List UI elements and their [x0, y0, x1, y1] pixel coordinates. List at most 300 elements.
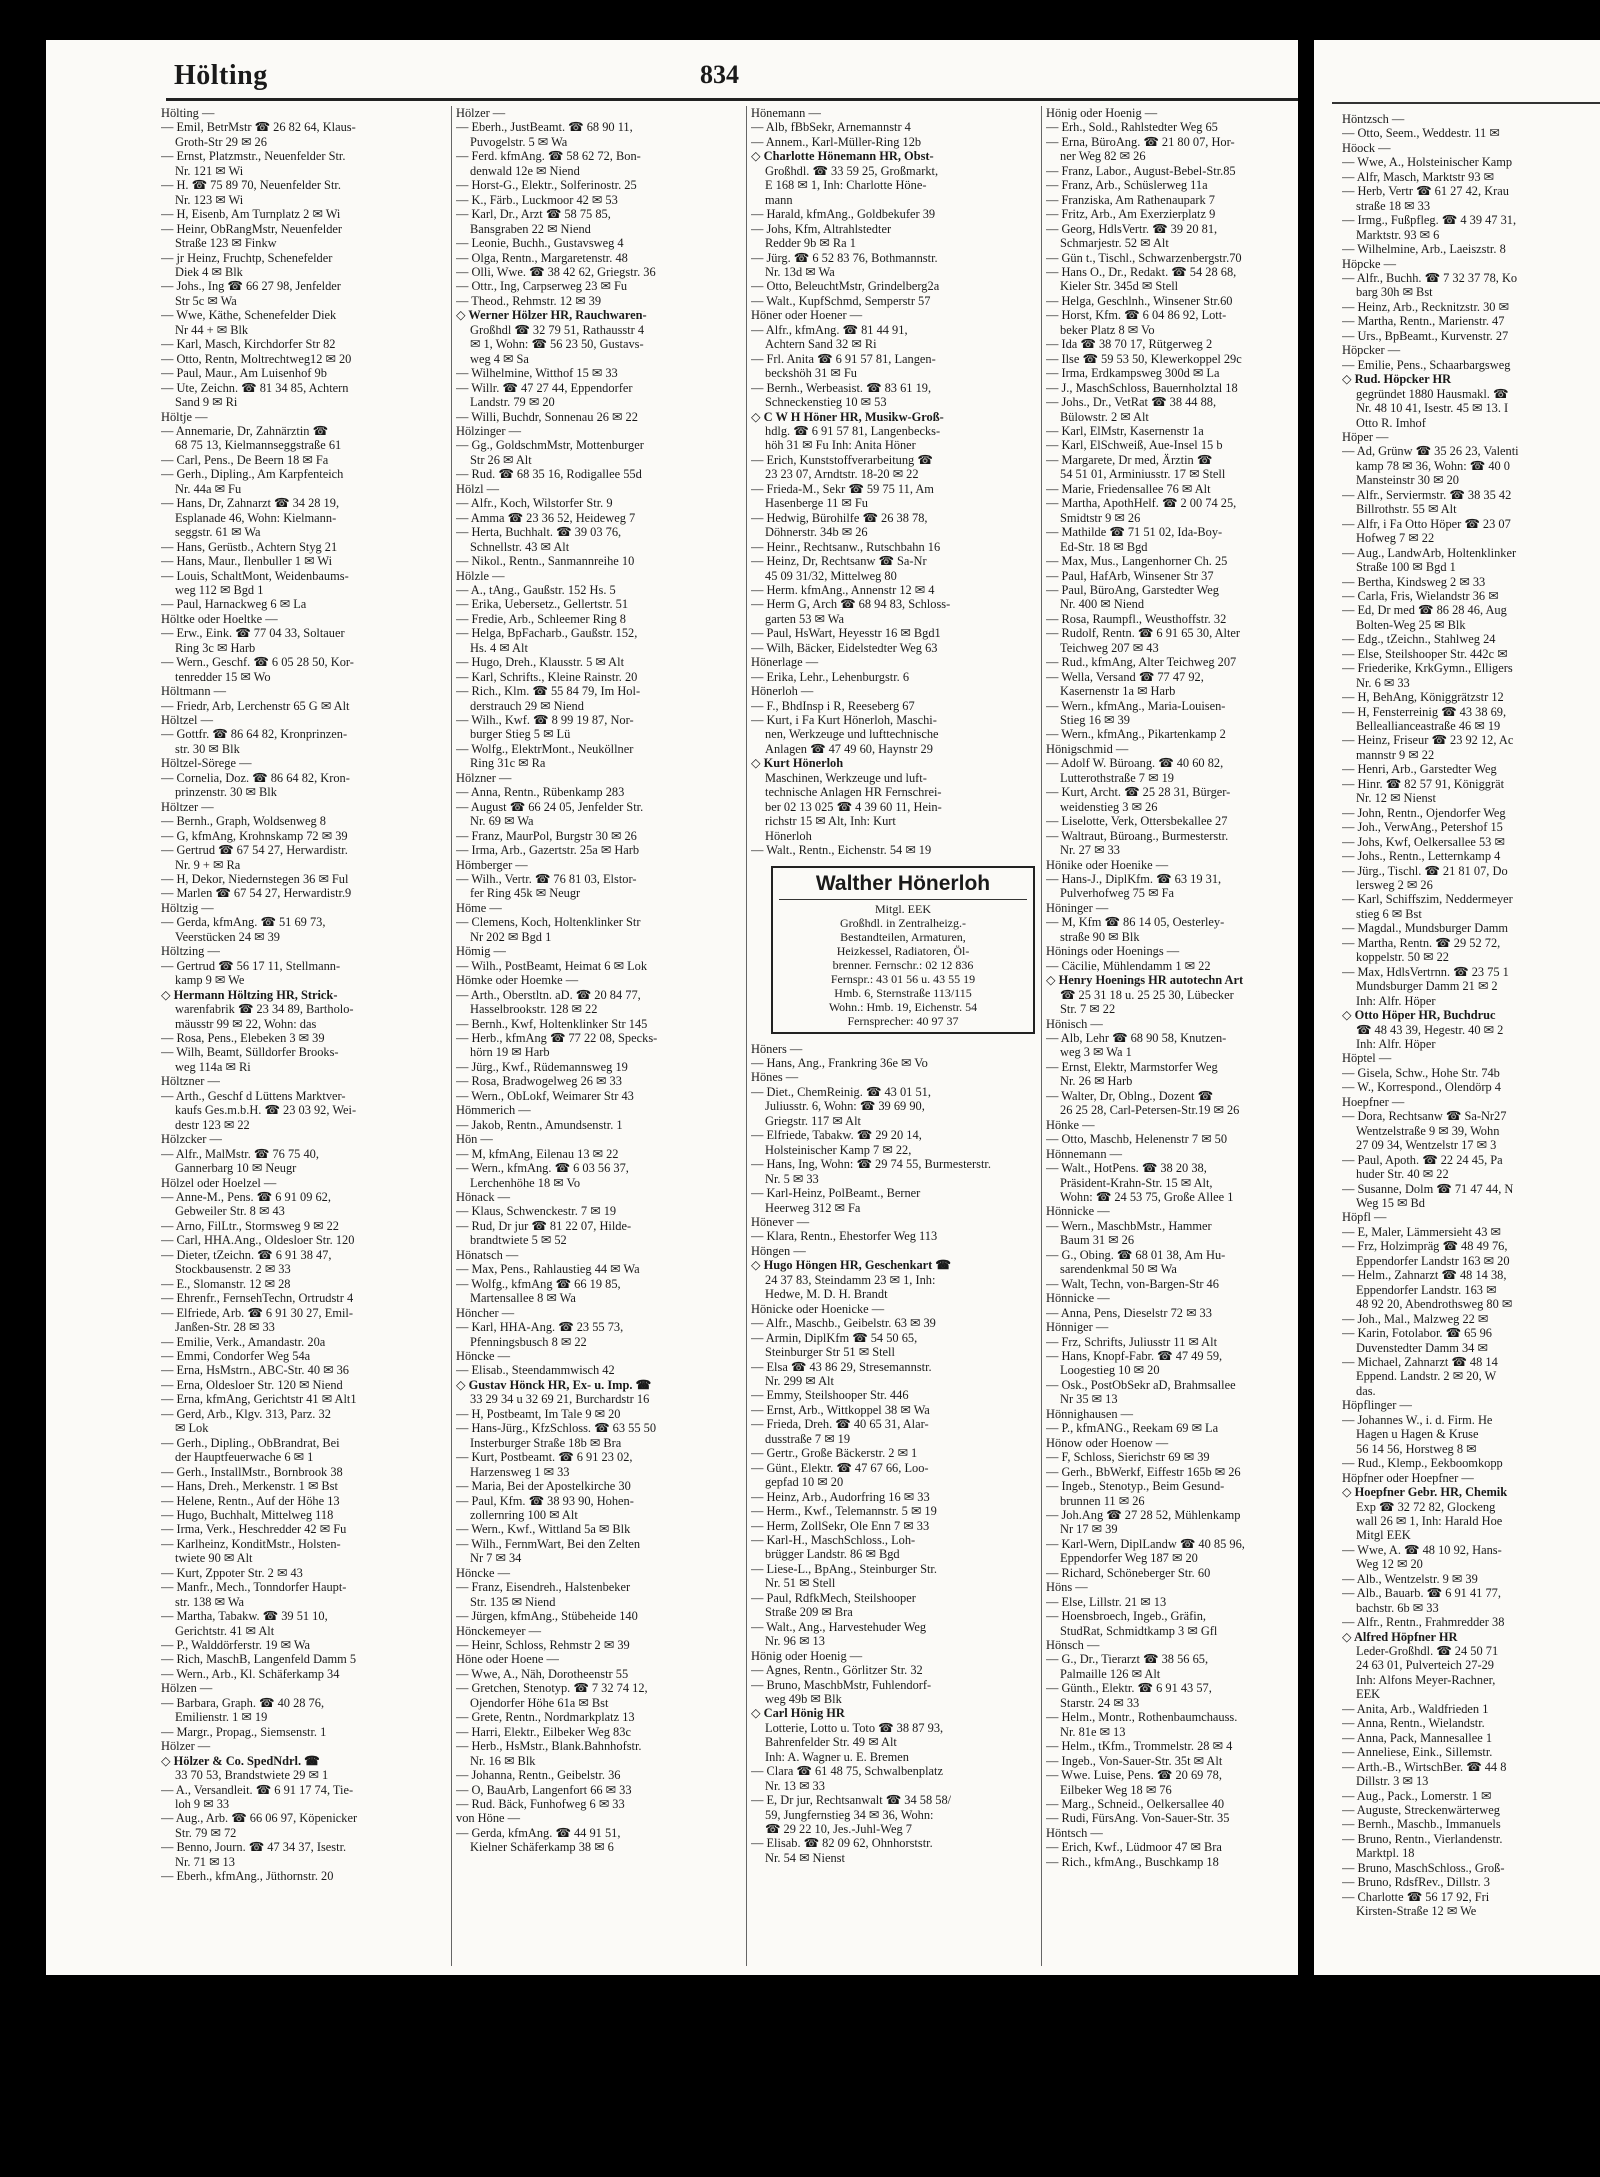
- directory-entry-line: Puvogelstr. 5 ✉ Wa: [470, 134, 568, 149]
- directory-entry-line: — Else, Lillstr. 21 ✉ 13: [1046, 1594, 1167, 1609]
- directory-entry-line: — Helene, Rentn., Auf der Höhe 13: [161, 1493, 340, 1508]
- directory-entry-line: — Hans, Knopf-Fabr. ☎ 47 49 59,: [1046, 1348, 1223, 1363]
- directory-entry-line: — Johs, Kfm, Altrahlstedter: [751, 221, 892, 236]
- directory-entry-line: Otto R. Imhof: [1356, 415, 1426, 430]
- surname-heading: Hölzel oder Hoelzel —: [161, 1175, 277, 1190]
- surname-heading: Höptel —: [1342, 1051, 1392, 1066]
- directory-entry-line: — Gerd, Arb., Klgv. 313, Parz. 32: [161, 1406, 331, 1421]
- directory-entry-line: — Armin, DiplKfm ☎ 54 50 65,: [751, 1330, 918, 1345]
- directory-entry-line: Str 5c ✉ Wa: [175, 293, 237, 308]
- directory-entry-line: — Johs., Rentn., Letternkamp 4: [1342, 849, 1501, 864]
- directory-entry-line: — Kurt, Postbeamt. ☎ 6 91 23 02,: [456, 1450, 633, 1465]
- directory-entry-line: — Frz, Holzimpräg ☎ 48 49 76,: [1342, 1239, 1508, 1254]
- surname-heading: Hönnemann —: [1046, 1146, 1123, 1161]
- directory-entry-line: Nr. 71 ✉ 13: [175, 1854, 235, 1869]
- column-2: [456, 106, 746, 1971]
- directory-entry-line: 26 25 28, Carl-Petersen-Str.19 ✉ 26: [1060, 1103, 1240, 1118]
- directory-entry-line: Großhdl ☎ 32 79 51, Rathausstr 4: [470, 322, 645, 337]
- directory-entry-line: twiete 90 ✉ Alt: [175, 1551, 253, 1566]
- directory-entry-line: — Ingeb., Von-Sauer-Str. 35t ✉ Alt: [1046, 1753, 1223, 1768]
- directory-entry-line: Nr. 121 ✉ Wi: [175, 163, 244, 178]
- directory-entry-line: — Amma ☎ 23 36 52, Heideweg 7: [456, 510, 636, 525]
- directory-entry-line: — Richard, Schöneberger Str. 60: [1046, 1565, 1211, 1580]
- directory-entry-line: — Karl, HHA-Ang. ☎ 23 55 73,: [456, 1320, 624, 1335]
- directory-entry-line: Nr. 12 ✉ Nienst: [1356, 791, 1436, 806]
- directory-entry-line: — Bruno, RdsfRev., Dillstr. 3: [1342, 1875, 1490, 1890]
- surname-heading: Hölzer —: [456, 106, 506, 120]
- directory-entry-line: — Franz, Arb., Schüslerweg 11a: [1046, 178, 1208, 193]
- directory-entry-line: — Ingeb., Stenotyp., Beim Gesund-: [1046, 1479, 1225, 1494]
- directory-entry-line: Inh: Alfr. Höper: [1356, 993, 1436, 1008]
- surname-heading: Höntzsch —: [1342, 112, 1405, 126]
- directory-entry-line: — Nikol., Rentn., Sanmannreihe 10: [456, 554, 635, 569]
- directory-entry-line: — Olga, Rentn., Margaretenstr. 48: [456, 250, 628, 265]
- surname-heading: Höock —: [1342, 140, 1391, 155]
- directory-entry-line: — Wwe, A., Näh, Dorotheenstr 55: [456, 1666, 629, 1681]
- directory-entry-line: prinzenstr. 30 ✉ Blk: [175, 785, 277, 800]
- directory-entry-line: — Otto, Seem., Weddestr. 11 ✉: [1342, 126, 1500, 141]
- directory-entry-line: Redder 9b ✉ Ra 1: [765, 236, 856, 251]
- surname-heading: Hönatsch —: [456, 1247, 519, 1262]
- directory-entry-line: — Eberh., kfmAng., Jüthornstr. 20: [161, 1869, 334, 1884]
- surname-heading: Hölzer —: [161, 1739, 211, 1754]
- surname-heading: Höpcke —: [1342, 256, 1397, 271]
- surname-heading: Höpfner oder Hoepfner —: [1342, 1470, 1474, 1485]
- directory-entry-line: — Joh.Ang ☎ 27 28 52, Mühlenkamp: [1046, 1507, 1241, 1522]
- directory-entry-line: Harzensweg 1 ✉ 33: [470, 1464, 570, 1479]
- directory-entry-line: Belleallianceastraße 46 ✉ 19: [1356, 719, 1501, 734]
- directory-entry-line: — Liselotte, Verk, Ottersbekallee 27: [1046, 814, 1228, 829]
- directory-entry-line: — Franz, MaurPol, Burgstr 30 ✉ 26: [456, 828, 637, 843]
- directory-entry-line: — Martha, ApothHelf. ☎ 2 00 74 25,: [1046, 496, 1237, 511]
- directory-entry-line: — Rudolf, Rentn. ☎ 6 91 65 30, Alter: [1046, 626, 1241, 641]
- directory-entry-line: — Ernst, Arb., Wittkoppel 38 ✉ Wa: [751, 1402, 930, 1417]
- directory-entry-line: Hs. 4 ✉ Alt: [470, 640, 528, 655]
- surname-heading: Höner oder Hoener —: [751, 308, 863, 323]
- directory-entry-line: — Jürg., Kwf., Rüdemannsweg 19: [456, 1059, 628, 1074]
- directory-entry-line: Eppendorfer Weg 187 ✉ 20: [1060, 1551, 1198, 1566]
- directory-entry-line: — Alb, Lehr ☎ 68 90 58, Knutzen-: [1046, 1031, 1227, 1045]
- directory-entry-line: Straße 100 ✉ Bgd 1: [1356, 560, 1456, 575]
- directory-entry-line: EEK: [1356, 1687, 1381, 1702]
- directory-entry-line: — Walt., Rentn., Eichenstr. 54 ✉ 19: [751, 843, 932, 858]
- directory-entry-line: — Elfriede, Tabakw. ☎ 29 20 14,: [751, 1128, 922, 1143]
- directory-entry-line: destr 123 ✉ 22: [175, 1117, 250, 1132]
- surname-heading: Hönckemeyer —: [456, 1623, 541, 1638]
- directory-entry-line: — Wilh., FernmWart, Bei den Zelten: [456, 1536, 641, 1551]
- directory-entry-line: — Wern., Geschf. ☎ 6 05 28 50, Kor-: [161, 655, 354, 670]
- directory-entry-line: — Klaus, Schwenckestr. 7 ✉ 19: [456, 1204, 617, 1219]
- directory-entry-line: — H, BehAng, Königgrätzstr 12: [1342, 690, 1504, 705]
- directory-entry-line: Inh: Alfons Meyer-Rachner,: [1356, 1672, 1496, 1687]
- directory-entry-line: — Johs, Kwf, Oelkersallee 53 ✉: [1342, 834, 1505, 849]
- directory-entry-line: Wohn: ☎ 24 53 75, Große Allee 1: [1060, 1189, 1234, 1204]
- directory-entry-line: Eilbeker Weg 18 ✉ 76: [1060, 1782, 1172, 1797]
- directory-entry-line: Leder-Großhdl. ☎ 24 50 71: [1356, 1644, 1499, 1659]
- directory-entry-line: — Ilse ☎ 59 53 50, Klewerkoppel 29c: [1046, 351, 1242, 366]
- directory-entry-line: Lutterothstraße 7 ✉ 19: [1060, 770, 1174, 785]
- directory-entry-line: — Hedwig, Bürohilfe ☎ 26 38 78,: [751, 510, 928, 525]
- directory-entry-line: — Erich, Kunststoffverarbeitung ☎: [751, 452, 933, 467]
- directory-entry-line: — Irma, Erdkampsweg 300d ✉ La: [1046, 366, 1220, 381]
- advert-lines: [779, 902, 1027, 1028]
- directory-entry-line: — Heinr, Schloss, Rehmstr 2 ✉ 39: [456, 1638, 630, 1653]
- surname-heading: Höpcker —: [1342, 343, 1401, 358]
- directory-entry-line: — Marlen ☎ 67 54 27, Herwardistr.9: [161, 886, 352, 901]
- directory-entry-line: hdlg. ☎ 6 91 57 81, Langenbecks-: [765, 423, 941, 438]
- directory-entry-line: ◇ Hermann Höltzing HR, Strick-: [161, 987, 338, 1002]
- directory-entry-line: — G., Obing. ☎ 68 01 38, Am Hu-: [1046, 1247, 1226, 1262]
- directory-entry-line: — Herb., kfmAng ☎ 77 22 08, Specks-: [456, 1031, 658, 1045]
- directory-entry-line: Nr. 81e ✉ 13: [1060, 1724, 1126, 1739]
- directory-entry-line: weg 3 ✉ Wa 1: [1060, 1045, 1132, 1060]
- directory-entry-line: — Karl-Heinz, PolBeamt., Berner: [751, 1186, 921, 1201]
- directory-entry-line: fer Ring 45k ✉ Neugr: [470, 886, 581, 901]
- directory-entry-line: — Anita, Arb., Waldfrieden 1: [1342, 1701, 1489, 1716]
- directory-entry-line: — Fritz, Arb., Am Exerzierplatz 9: [1046, 207, 1216, 222]
- directory-entry-line: straße 18 ✉ 33: [1356, 198, 1431, 213]
- directory-entry-line: Mitgl EEK: [1356, 1528, 1411, 1543]
- directory-entry-line: — August ☎ 66 24 05, Jenfelder Str.: [456, 799, 644, 814]
- directory-entry-line: Str 26 ✉ Alt: [470, 452, 532, 467]
- directory-entry-line: — Georg, HdlsVertr. ☎ 39 20 81,: [1046, 221, 1218, 236]
- directory-entry-line: — Wwe, Käthe, Schenefelder Diek: [161, 308, 337, 323]
- directory-entry-line: — Aug., Pack., Lomerstr. 1 ✉: [1342, 1788, 1492, 1803]
- directory-entry-line: — Olli, Wwe. ☎ 38 42 62, Griegstr. 36: [456, 264, 656, 279]
- directory-entry-line: — Helm., Montr., Rothenbaumchauss.: [1046, 1710, 1238, 1725]
- directory-entry-line: Präsident-Krahn-Str. 15 ✉ Alt,: [1060, 1175, 1213, 1190]
- directory-entry-line: — Wilh, Bäcker, Eidelstedter Weg 63: [751, 640, 938, 655]
- directory-entry-line: — Dieter, tZeichn. ☎ 6 91 38 47,: [161, 1247, 332, 1262]
- directory-entry-line: — Rich., Klm. ☎ 55 84 79, Im Hol-: [456, 684, 641, 699]
- directory-entry-line: — Charlotte ☎ 56 17 92, Fri: [1342, 1889, 1490, 1904]
- directory-entry-line: — Helm., tKfm., Trommelstr. 28 ✉ 4: [1046, 1739, 1233, 1754]
- directory-entry-line: Landstr. 79 ✉ 20: [470, 395, 555, 410]
- directory-entry-line: — Emilie, Pens., Schaarbargsweg: [1342, 357, 1511, 372]
- advert-line: brenner. Fernschr.: 02 12 836: [832, 957, 974, 972]
- advert-title: Walther Hönerloh: [779, 872, 1027, 900]
- directory-entry-line: Hofweg 7 ✉ 22: [1356, 531, 1435, 546]
- directory-entry-line: Kasernenstr 1a ✉ Harb: [1060, 684, 1176, 699]
- directory-entry-line: — Arth., Geschf d Lüttens Marktver-: [161, 1088, 346, 1103]
- directory-entry-line: — Irma, Arb., Gazertstr. 25a ✉ Harb: [456, 843, 640, 858]
- directory-entry-line: Martensallee 8 ✉ Wa: [470, 1291, 576, 1306]
- directory-entry-line: — Alfr., MalMstr. ☎ 76 75 40,: [161, 1146, 319, 1161]
- directory-entry-line: — Erna, HsMstrn., ABC-Str. 40 ✉ 36: [161, 1363, 349, 1378]
- directory-entry-line: — Anna, Rentn., Rübenkamp 283: [456, 785, 625, 800]
- directory-entry-line: ◇ Hölzer & Co. SpedNdrl. ☎: [161, 1753, 320, 1768]
- directory-entry-line: — Martha, Rentn., Marienstr. 47: [1342, 314, 1505, 329]
- surname-heading: Hön —: [456, 1132, 493, 1147]
- directory-entry-line: — Susanne, Dolm ☎ 71 47 44, N: [1342, 1181, 1514, 1196]
- directory-entry-line: — Heinz, Arb., Recknitzstr. 30 ✉: [1342, 299, 1509, 314]
- directory-entry-line: Nr. 13 ✉ 33: [765, 1778, 825, 1793]
- directory-entry-line: Insterburger Straße 18b ✉ Bra: [470, 1435, 622, 1450]
- directory-entry-line: — H, Dekor, Niedernstegen 36 ✉ Ful: [161, 872, 349, 887]
- directory-entry-line: — Gün t., Tischl., Schwarzenbergstr.70: [1046, 250, 1242, 265]
- directory-entry-line: ◇ Carl Hönig HR: [751, 1706, 845, 1721]
- surname-heading: Hölzle —: [456, 568, 505, 583]
- directory-entry-line: — Anne-M., Pens. ☎ 6 91 09 62,: [161, 1189, 331, 1204]
- directory-entry-line: — Aug., LandwArb, Holtenklinker: [1342, 545, 1517, 560]
- directory-entry-line: Gannerbarg 10 ✉ Neugr: [175, 1161, 297, 1176]
- directory-entry-line: Mansteinstr 30 ✉ 20: [1356, 473, 1459, 488]
- directory-entry-line: — G, kfmAng, Krohnskamp 72 ✉ 39: [161, 828, 348, 843]
- directory-entry-line: Emilienstr. 1 ✉ 19: [175, 1710, 268, 1725]
- directory-entry-line: Schneckenstieg 10 ✉ 53: [765, 395, 887, 410]
- next-page-column: [1342, 112, 1600, 1975]
- surname-heading: von Höne —: [456, 1811, 521, 1826]
- surname-heading: Höltzer —: [161, 799, 214, 814]
- directory-entry-line: Str. 79 ✉ 72: [175, 1825, 237, 1840]
- surname-heading: Hömmerich —: [456, 1103, 531, 1118]
- directory-entry-line: gepfad 10 ✉ 20: [765, 1475, 844, 1490]
- directory-entry-line: huder Str. 40 ✉ 22: [1356, 1167, 1449, 1182]
- directory-entry-line: Nr. 27 ✉ 33: [1060, 843, 1120, 858]
- directory-entry-line: — Gertrud ☎ 67 54 27, Herwardistr.: [161, 843, 348, 858]
- directory-entry-line: — Johs., Ing ☎ 66 27 98, Jenfelder: [161, 279, 341, 294]
- directory-entry-line: — Bernh., Kwf, Holtenklinker Str 145: [456, 1016, 648, 1031]
- directory-entry-line: — Ehrenfr., FernsehTechn, Ortrudstr 4: [161, 1291, 354, 1306]
- directory-entry-line: — Karl-Wern, DiplLandw ☎ 40 85 96,: [1046, 1536, 1245, 1551]
- directory-entry-line: — Kurt, Archt. ☎ 25 28 31, Bürger-: [1046, 785, 1231, 800]
- directory-entry-line: beckshöh 31 ✉ Fu: [765, 366, 857, 381]
- directory-entry-line: — Ute, Zeichn. ☎ 81 34 85, Achtern: [161, 380, 349, 395]
- surname-heading: Höners —: [751, 1041, 803, 1056]
- directory-entry-line: ☎ 48 43 39, Hegestr. 40 ✉ 2: [1356, 1022, 1504, 1037]
- directory-entry-line: — Paul, Harnackweg 6 ✉ La: [161, 597, 307, 612]
- directory-entry-line: 24 63 01, Pulverteich 27-29: [1356, 1658, 1494, 1673]
- directory-entry-line: der Hauptfeuerwache 6 ✉ 1: [175, 1450, 314, 1465]
- directory-entry-line: 33 70 53, Brandstwiete 29 ✉ 1: [175, 1768, 329, 1783]
- directory-entry-line: — Louis, SchaltMont, Weidenbaums-: [161, 568, 349, 583]
- directory-entry-line: Nr. 123 ✉ Wi: [175, 192, 244, 207]
- directory-entry-line: — E., Slomanstr. 12 ✉ 28: [161, 1276, 291, 1291]
- directory-entry-line: — Erich, Kwf., Lüdmoor 47 ✉ Bra: [1046, 1840, 1222, 1855]
- directory-entry-line: Esplanade 46, Wohn: Kielmann-: [175, 510, 337, 525]
- directory-entry-line: — Rud, Dr jur ☎ 81 22 07, Hilde-: [456, 1218, 632, 1233]
- directory-entry-line: Griegstr. 117 ✉ Alt: [765, 1113, 861, 1128]
- directory-entry-line: — Alfr., kfmAng. ☎ 81 44 91,: [751, 322, 908, 337]
- surname-heading: Höncke —: [456, 1348, 511, 1363]
- directory-entry-line: weidenstieg 3 ✉ 26: [1060, 799, 1158, 814]
- directory-entry-line: Nr. 13d ✉ Wa: [765, 264, 835, 279]
- surname-heading: Hönow oder Hoenow —: [1046, 1435, 1169, 1450]
- directory-entry-line: — H, Postbeamt, Im Tale 9 ✉ 20: [456, 1406, 621, 1421]
- directory-entry-line: StudRat, Schmidtkamp 3 ✉ Gfl: [1060, 1623, 1218, 1638]
- directory-entry-line: — Wilhelmine, Arb., Laeiszstr. 8: [1342, 242, 1506, 257]
- directory-entry-line: Nr 17 ✉ 39: [1060, 1522, 1118, 1537]
- directory-entry-line: — Anna, Pens, Dieselstr 72 ✉ 33: [1046, 1305, 1212, 1320]
- directory-entry-line: ☎ 29 22 10, Jes.-Juhl-Weg 7: [765, 1822, 912, 1837]
- directory-entry-line: — Alb, fBbSekr, Arnemannstr 4: [751, 120, 911, 135]
- directory-entry-line: — Wern., kfmAng., Maria-Louisen-: [1046, 698, 1226, 713]
- directory-entry-line: — Elisab. ☎ 82 09 62, Ohnhorststr.: [751, 1836, 933, 1851]
- directory-entry-line: — Ed, Dr med ☎ 86 28 46, Aug: [1342, 603, 1507, 618]
- surname-heading: Höltmann —: [161, 684, 227, 699]
- directory-entry-line: Groth-Str 29 ✉ 26: [175, 134, 267, 149]
- page-number: 834: [700, 60, 739, 89]
- directory-entry-line: — Heinz, Dr, Rechtsanw ☎ Sa-Nr: [751, 554, 927, 569]
- directory-entry-line: — Harald, kfmAng., Goldbekufer 39: [751, 207, 936, 222]
- directory-entry-line: — Herm, ZollSekr, Ole Enn 7 ✉ 33: [751, 1518, 930, 1533]
- surname-heading: Hönicke oder Hoenicke —: [751, 1301, 885, 1316]
- directory-entry-line: — W., Korrespond., Olendörp 4: [1342, 1080, 1501, 1095]
- directory-entry-line: — Alfr, Masch, Marktstr 93 ✉: [1342, 169, 1495, 184]
- directory-entry-line: — Leonie, Buchh., Gustavsweg 4: [456, 236, 624, 251]
- directory-entry-line: — Heinr, ObRangMstr, Neuenfelder: [161, 221, 343, 236]
- directory-entry-line: — Rud., Klemp., Eekboomkopp: [1342, 1456, 1503, 1471]
- directory-entry-line: — Manfr., Mech., Tonndorfer Haupt-: [161, 1580, 347, 1595]
- column-4: [1046, 106, 1298, 1971]
- directory-entry-line: weg 114a ✉ Ri: [175, 1059, 251, 1074]
- directory-entry-line: — Hans, Maur., Ilenbuller 1 ✉ Wi: [161, 554, 333, 569]
- directory-entry-line: — Benno, Journ. ☎ 47 34 37, Isestr.: [161, 1840, 347, 1855]
- directory-entry-line: ◇ Rud. Höpcker HR: [1342, 372, 1452, 387]
- directory-entry-line: — Margarete, Dr med, Ärztin ☎: [1046, 452, 1213, 467]
- directory-entry-line: barg 30h ✉ Bst: [1356, 285, 1433, 300]
- directory-entry-line: Nr. 6 ✉ 33: [1356, 675, 1410, 690]
- directory-entry-line: — Gertrud ☎ 56 17 11, Stellmann-: [161, 958, 341, 973]
- directory-entry-line: — Gerh., BbWerkf, Eiffestr 165b ✉ 26: [1046, 1464, 1241, 1479]
- directory-entry-line: — John, Rentn., Ojendorfer Weg: [1342, 805, 1506, 820]
- directory-entry-line: — H, Fensterreinig ☎ 43 38 69,: [1342, 704, 1507, 719]
- surname-heading: Hönig oder Hoenig —: [1046, 106, 1158, 120]
- directory-entry-line: — Gg., GoldschmMstr, Mottenburger: [456, 438, 644, 453]
- directory-entry-line: E 168 ✉ 1, Inh: Charlotte Höne-: [765, 178, 927, 193]
- scan-edge-bottom: [0, 1975, 1298, 2177]
- directory-entry-line: Nr 202 ✉ Bgd 1: [470, 929, 552, 944]
- directory-entry-line: — Herb, Vertr ☎ 61 27 42, Krau: [1342, 184, 1509, 199]
- directory-entry-line: ner Weg 82 ✉ 26: [1060, 149, 1146, 164]
- directory-entry-line: — Heinz, Arb., Audorfring 16 ✉ 33: [751, 1489, 930, 1504]
- directory-entry-line: ◇ Alfred Höpfner HR: [1342, 1629, 1458, 1644]
- directory-entry-line: — Gretchen, Stenotyp. ☎ 7 32 74 12,: [456, 1681, 648, 1696]
- directory-entry-line: — Max, Mus., Langenhorner Ch. 25: [1046, 554, 1228, 569]
- directory-entry-line: — Maria, Bei der Apostelkirche 30: [456, 1479, 631, 1494]
- directory-entry-line: — Mathilde ☎ 71 51 02, Ida-Boy-: [1046, 525, 1223, 540]
- directory-entry-line: — Hans, Gerüstb., Achtern Styg 21: [161, 539, 338, 554]
- directory-entry-line: — Wern., kfmAng. ☎ 6 03 56 37,: [456, 1161, 629, 1176]
- directory-entry-line: — Wern., ObLokf, Weimarer Str 43: [456, 1088, 634, 1103]
- directory-entry-line: — Gerda, kfmAng. ☎ 51 69 73,: [161, 915, 326, 930]
- directory-entry-line: Nr. 5 ✉ 33: [765, 1171, 819, 1186]
- directory-entry-line: — Karin, Fotolabor. ☎ 65 96: [1342, 1326, 1492, 1341]
- directory-entry-line: — Edg., tZeichn., Stahlweg 24: [1342, 632, 1496, 647]
- directory-entry-line: 23 23 07, Arndtstr. 18-20 ✉ 22: [765, 467, 919, 482]
- surname-heading: Höltzner —: [161, 1074, 220, 1089]
- directory-entry-line: — Wilhelmine, Witthof 15 ✉ 33: [456, 366, 618, 381]
- directory-entry-line: Gerichtstr. 41 ✉ Alt: [175, 1623, 275, 1638]
- walther-hoenerloh-advert: [771, 866, 1035, 1034]
- directory-entry-line: — Alfr., Maschb., Geibelstr. 63 ✉ 39: [751, 1316, 936, 1331]
- directory-entry-line: — Karl, Dr., Arzt ☎ 58 75 85,: [456, 207, 611, 222]
- directory-entry-line: — Jürg. ☎ 6 52 83 76, Bothmannstr.: [751, 250, 938, 265]
- directory-entry-line: mann: [765, 192, 793, 207]
- directory-entry-line: Inh: A. Wagner u. E. Bremen: [765, 1749, 909, 1764]
- header-rule-next-page: [1332, 102, 1600, 104]
- directory-entry-line: — Alfr., Koch, Wilstorfer Str. 9: [456, 496, 613, 511]
- directory-entry-line: sarendenkmal 50 ✉ Wa: [1060, 1262, 1177, 1277]
- directory-entry-line: — Elsa ☎ 43 86 29, Stresemannstr.: [751, 1359, 932, 1374]
- directory-entry-line: — Friederike, KrkGymn., Elligers: [1342, 661, 1513, 676]
- directory-entry-line: — Aug., Arb. ☎ 66 06 97, Köpenicker: [161, 1811, 358, 1826]
- surname-heading: Hölzner —: [456, 770, 512, 785]
- surname-heading: Hömberger —: [456, 857, 528, 872]
- directory-entry-line: — Otto, Maschb, Helenenstr 7 ✉ 50: [1046, 1132, 1228, 1147]
- column-1: [161, 106, 451, 1971]
- directory-entry-line: — P., kfmANG., Reekam 69 ✉ La: [1046, 1421, 1219, 1436]
- directory-entry-line: — A., tAng., Gaußstr. 152 Hs. 5: [456, 582, 616, 597]
- directory-entry-line: gegründet 1880 Hausmakl. ☎: [1356, 386, 1509, 401]
- directory-entry-line: das.: [1356, 1383, 1376, 1398]
- directory-entry-line: Anlagen ☎ 47 49 60, Haynstr 29: [765, 741, 933, 756]
- directory-entry-line: — J., MaschSchloss, Bauernholztal 18: [1046, 380, 1238, 395]
- surname-heading: Höltzing —: [161, 944, 220, 959]
- directory-entry-line: — Kurt, Zppoter Str. 2 ✉ 43: [161, 1565, 303, 1580]
- directory-entry-line: str. 138 ✉ Wa: [175, 1594, 245, 1609]
- directory-entry-line: — Erna, kfmAng, Gerichtstr 41 ✉ Alt1: [161, 1392, 357, 1407]
- directory-entry-line: Inh: Alfr. Höper: [1356, 1037, 1436, 1051]
- directory-entry-line: — Else, Steilshooper Str. 442c ✉: [1342, 646, 1508, 661]
- directory-entry-line: Maschinen, Werkzeuge und luft-: [765, 770, 927, 785]
- directory-entry-line: — Auguste, Streckenwärterweg: [1342, 1803, 1500, 1818]
- directory-entry-line: mäusstr 99 ✉ 22, Wohn: das: [175, 1016, 317, 1031]
- directory-entry-line: — P., Walddörferstr. 19 ✉ Wa: [161, 1638, 311, 1653]
- directory-entry-line: — Irmg., Fußpfleg. ☎ 4 39 47 31,: [1342, 213, 1517, 228]
- directory-entry-line: — F, Schloss, Sierichstr 69 ✉ 39: [1046, 1450, 1210, 1465]
- directory-entry-line: Hagen u Hagen & Kruse: [1356, 1427, 1479, 1442]
- directory-entry-line: — Gertr., Große Bäckerstr. 2 ✉ 1: [751, 1446, 918, 1461]
- directory-entry-line: — Rudi, FürsAng. Von-Sauer-Str. 35: [1046, 1811, 1230, 1826]
- column-divider: [746, 106, 747, 1966]
- directory-entry-line: ◇ Charlotte Hönemann HR, Obst-: [751, 149, 934, 164]
- directory-entry-line: — Rich, MaschB, Langenfeld Damm 5: [161, 1652, 357, 1667]
- surname-heading: Hönerlage —: [751, 655, 819, 670]
- directory-entry-line: — Marg., Schneid., Oelkersallee 40: [1046, 1797, 1225, 1812]
- header-rule: [166, 98, 1298, 101]
- directory-entry-line: 24 37 83, Steindamm 23 ✉ 1, Inh:: [765, 1272, 936, 1287]
- advert-line: Hmb. 6, Sternstraße 113/115: [834, 985, 972, 1000]
- advert-line: Heizkessel, Radiatoren, Öl-: [836, 943, 970, 958]
- directory-entry-line: — Karl, Schrifts., Kleine Rainstr. 20: [456, 669, 638, 684]
- surname-heading: Hönike oder Hoenike —: [1046, 857, 1169, 872]
- surname-heading: Hönnighausen —: [1046, 1406, 1134, 1421]
- directory-entry-line: beker Platz 8 ✉ Vo: [1060, 322, 1155, 337]
- directory-entry-line: — Paul, Maur., Am Luisenhof 9b: [161, 366, 327, 381]
- directory-entry-line: — Annem., Karl-Müller-Ring 12b: [751, 134, 922, 149]
- directory-entry-line: — Theod., Rehmstr. 12 ✉ 39: [456, 293, 602, 308]
- directory-entry-line: kamp 9 ✉ We: [175, 973, 245, 988]
- directory-entry-line: — Karlheinz, KonditMstr., Holsten-: [161, 1536, 341, 1551]
- directory-entry-line: — Walt., HotPens. ☎ 38 20 38,: [1046, 1161, 1207, 1176]
- scan-edge-top: [0, 0, 1600, 40]
- directory-entry-line: — Grete, Rentn., Nordmarkplatz 13: [456, 1710, 635, 1725]
- directory-entry-line: Billrothstr. 55 ✉ Alt: [1356, 502, 1457, 517]
- directory-entry-line: — Rud. Bäck, Funhofweg 6 ✉ 33: [456, 1797, 625, 1812]
- directory-entry-line: Eppendorfer Landstr 163 ✉ 20: [1356, 1253, 1510, 1268]
- directory-entry-line: — Agnes, Rentn., Görlitzer Str. 32: [751, 1663, 923, 1678]
- directory-entry-line: — Ottr., Ing, Carpserweg 23 ✉ Fu: [456, 279, 628, 294]
- directory-entry-line: — G., Dr., Tierarzt ☎ 38 56 65,: [1046, 1652, 1209, 1667]
- directory-entry-line: — Walter, Dr, Oblng., Dozent ☎: [1046, 1088, 1214, 1103]
- directory-entry-line: — Carl, Pens., De Beern 18 ✉ Fa: [161, 452, 329, 467]
- directory-entry-line: burger Stieg 5 ✉ Lü: [470, 727, 571, 742]
- directory-entry-line: — Emmi, Condorfer Weg 54a: [161, 1348, 311, 1363]
- surname-heading: Höltzel-Sörege —: [161, 756, 252, 771]
- surname-heading: Höltzig —: [161, 900, 214, 915]
- surname-heading: Hölzl —: [456, 481, 500, 496]
